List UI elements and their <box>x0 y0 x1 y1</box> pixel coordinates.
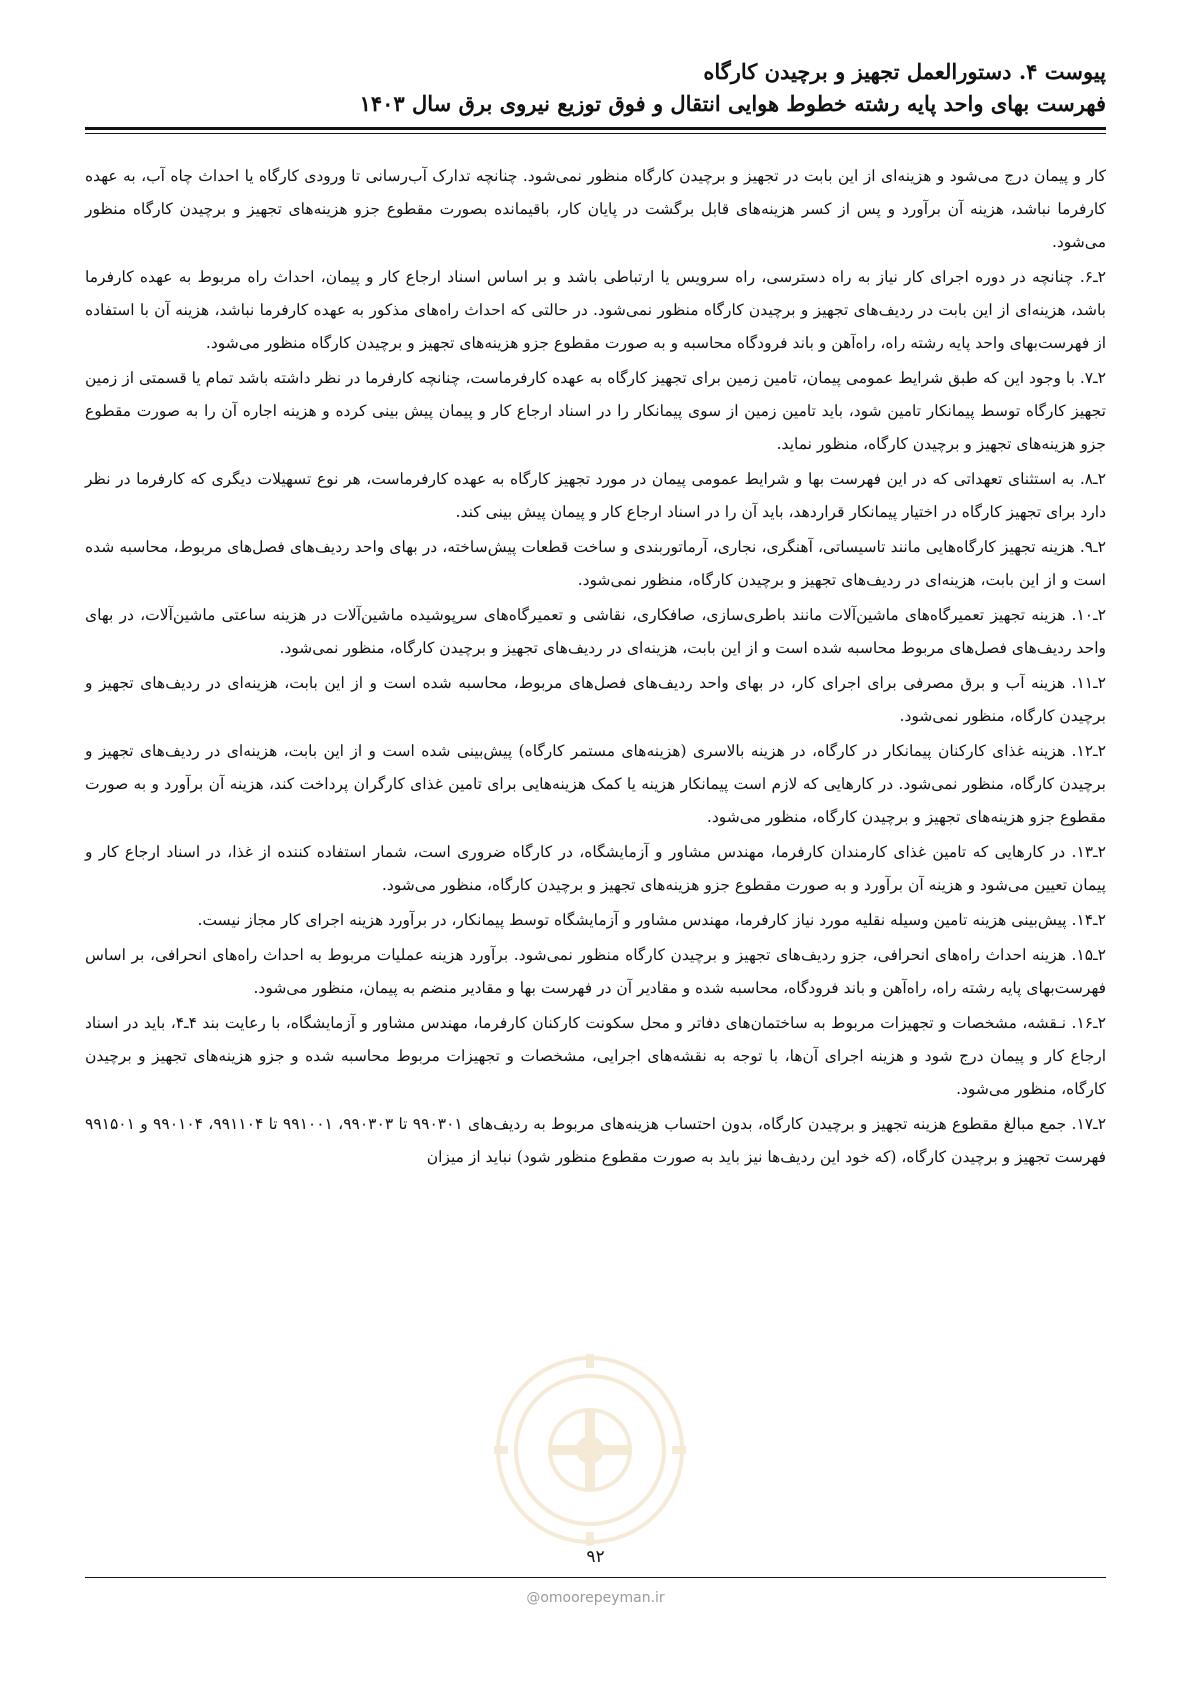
page-number: ۹۲ <box>586 1547 605 1567</box>
body-text <box>85 160 1106 1176</box>
header-title-line2: فهرست بهای واحد پایه رشته خطوط هوایی انتقال و فوق توزیع نیروی برق سال ۱۴۰۳ <box>359 91 1106 116</box>
paragraph: ۲ـ۹. هزینه تجهیز کارگاه‌هایی مانند تاسیساتی، آهنگری، نجاری، آرماتوربندی و ساخت قطعات پیش‌ساخته، در بهای واحد ردیف‌های فصل‌های مربوط، محاسبه شده است و از این بابت، هزینه‌ای در ردیف‌های تجهیز و برچیدن کارگاه، منظور نمی‌شود. <box>85 538 1106 589</box>
paragraph: ۲ـ۶. چنانچه در دوره اجرای کار نیاز به راه دسترسی، راه سرویس یا ارتباطی باشد و بر اساس اسناد ارجاع کار و پیمان، احداث راه مربوط به عهده کارفرما باشد، هزینه‌ای از این بابت در ردیف‌های تجهیز و برچیدن کارگاه منظور نمی‌شود. در حالتی که احداث راه‌های مذکور به عهده کارفرما نباشد، هزینه آن با استفاده از فهرست‌بهای واحد پایه رشته راه، راه‌آهن و باند فرودگاه محاسبه و به صورت مقطوع جزو هزینه‌های تجهیز و برچیدن کارگاه منظور می‌شود. <box>85 268 1106 352</box>
footer-website: @omoorepeyman.ir <box>526 1590 665 1606</box>
paragraph: کار و پیمان درج می‌شود و هزینه‌ای از این بابت در تجهیز و برچیدن کارگاه منظور نمی‌شود. چنانچه تدارک آب‌رسانی تا ورودی کارگاه یا احداث چاه آب، به عهده کارفرما نباشد، هزینه آن برآورد و پس از کسر هزینه‌های قابل برگشت در پایان کار، باقیمانده بصورت مقطوع جزو هزینه‌های تجهیز و برچیدن کارگاه منظور می‌شود. <box>85 167 1106 251</box>
paragraph: ۲ـ۸. به استثنای تعهداتی که در این فهرست بها و شرایط عمومی پیمان در مورد تجهیز کارگاه به عهده کارفرماست، هر نوع تسهیلات دیگری که کارفرما در نظر دارد برای تجهیز کارگاه در اختیار پیمانکار قراردهد، باید آن را در اسناد ارجاع کار و پیمان پیش بینی کند. <box>85 470 1106 521</box>
paragraph: ۲ـ۱۰. هزینه تجهیز تعمیرگاه‌های ماشین‌آلات مانند باطری‌سازی، صافکاری، نقاشی و تعمیرگاه‌های سرپوشیده ماشین‌آلات در هزینه ساعتی ماشین‌آلات، در بهای واحد ردیف‌های فصل‌های مربوط محاسبه شده است و از این بابت، هزینه‌ای در ردیف‌های تجهیز و برچیدن کارگاه، منظور نمی‌شود. <box>85 606 1106 657</box>
paragraph: ۲ـ۱۲. هزینه غذای کارکنان پیمانکار در کارگاه، در هزینه بالاسری (هزینه‌های مستمر کارگاه) پیش‌بینی شده است و از این بابت، هزینه‌ای در ردیف‌های تجهیز و برچیدن کارگاه، منظور نمی‌شود. در کارهایی که لازم است پیمانکار هزینه یا کمک هزینه‌هایی برای تامین غذای کارگران پرداخت کند، هزینه آن برآورد و به صورت مقطوع جزو هزینه‌های تجهیز و برچیدن کارگاه، منظور می‌شود. <box>85 742 1106 826</box>
paragraph: ۲ـ۱۳. در کارهایی که تامین غذای کارمندان کارفرما، مهندس مشاور و آزمایشگاه، در کارگاه ضروری است، شمار استفاده کننده از غذا، در اسناد ارجاع کار و پیمان تعیین می‌شود و هزینه آن برآورد و به صورت مقطوع جزو هزینه‌های تجهیز و برچیدن کارگاه، منظور می‌شود. <box>85 843 1106 894</box>
paragraph: ۲ـ۷. با وجود این که طبق شرایط عمومی پیمان، تامین زمین برای تجهیز کارگاه به عهده کارفرماست، چنانچه کارفرما در نظر داشته باشد تمام یا قسمتی از زمین تجهیز کارگاه توسط پیمانکار تامین شود، باید تامین زمین از سوی پیمانکار را در اسناد ارجاع کار و پیمان پیش بینی کرده و هزینه اجاره آن را به صورت مقطوع جزو هزینه‌های تجهیز و برچیدن کارگاه، منظور نماید. <box>85 369 1106 453</box>
paragraph: ۲ـ۱۷. جمع مبالغ مقطوع هزینه تجهیز و برچیدن کارگاه، بدون احتساب هزینه‌های مربوط به ردیف‌های ۹۹۰۳۰۱ تا ۹۹۰۳۰۳، ۹۹۱۰۰۱ تا ۹۹۱۱۰۴، ۹۹۰۱۰۴ و ۹۹۱۵۰۱ فهرست تجهیز و برچیدن کارگاه، (که خود این ردیف‌ها نیز باید به صورت مقطوع منظور شود) نباید از میزان <box>85 1115 1107 1166</box>
header-rule-thick <box>85 127 1106 130</box>
footer-rule <box>85 1577 1106 1578</box>
paragraph: ۲ـ۱۶. نـقشه، مشخصات و تجهیزات مربوط به ساختمان‌های دفاتر و محل سکونت کارکنان کارفرما، مهندس مشاور و آزمایشگاه، با رعایت بند ۴ـ۴، باید در اسناد ارجاع کار و پیمان درج شود و هزینه اجرای آن‌ها، با توجه به نقشه‌های اجرایی، مشخصات و تجهیزات مربوط محاسبه شده و جزو هزینه‌های تجهیز و برچیدن کارگاه، منظور می‌شود. <box>85 1014 1106 1098</box>
header-title-line1: پیوست ۴. دستورالعمل تجهیز و برچیدن کارگاه <box>703 59 1106 84</box>
header-rule-thin <box>85 133 1106 134</box>
watermark-seal-icon <box>490 1350 690 1550</box>
paragraph: ۲ـ۱۱. هزینه آب و برق مصرفی برای اجرای کار، در بهای واحد ردیف‌های فصل‌های مربوط، محاسبه شده است و از این بابت، هزینه‌ای در ردیف‌های تجهیز و برچیدن کارگاه، منظور نمی‌شود. <box>85 674 1106 725</box>
page-header <box>85 56 1106 120</box>
paragraph: ۲ـ۱۴. پیش‌بینی هزینه تامین وسیله نقلیه مورد نیاز کارفرما، مهندس مشاور و آزمایشگاه توسط پیمانکار، در برآورد هزینه اجرای کار مجاز نیست. <box>197 911 1106 929</box>
paragraph: ۲ـ۱۵. هزینه احداث راه‌های انحرافی، جزو ردیف‌های تجهیز و برچیدن کارگاه منظور نمی‌شود. برآورد هزینه عملیات مربوط به احداث راه‌های انحرافی، بر اساس فهرست‌بهای پایه رشته راه، راه‌آهن و باند فرودگاه، محاسبه شده و مقادیر آن در فهرست بها و مقادیر منضم به پیمان، منظور می‌شود. <box>85 946 1106 997</box>
